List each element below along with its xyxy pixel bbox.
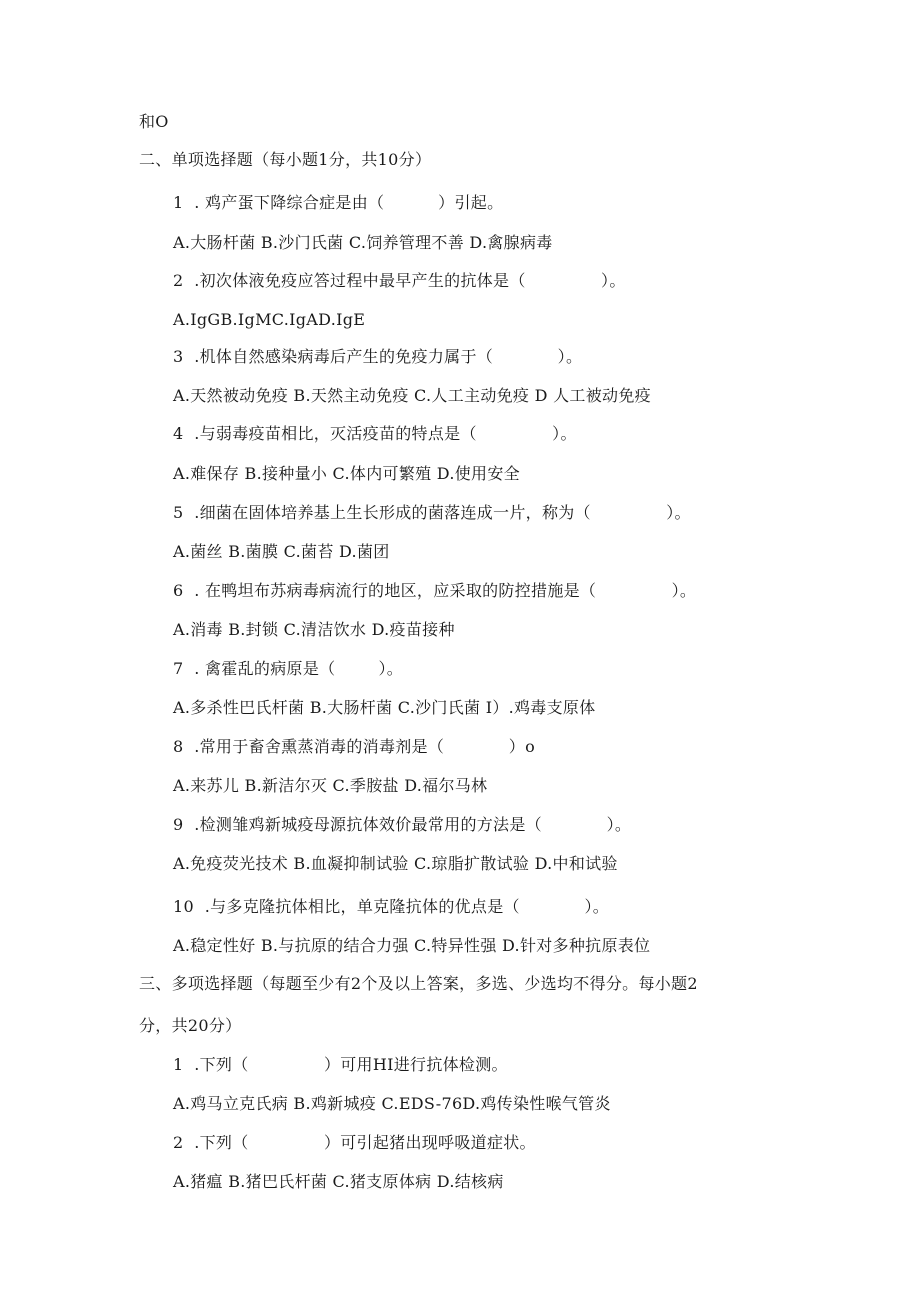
question-9: 9 .检测雏鸡新城疫母源抗体效价最常用的方法是（ ）。 — [173, 815, 632, 834]
question-2: 2 .初次体液免疫应答过程中最早产生的抗体是（ ）。 — [173, 271, 626, 290]
question-10-options: A.稳定性好 B.与抗原的结合力强 C.特异性强 D.针对多种抗原表位 — [173, 936, 651, 955]
question-2-options: A.IgGB.IgMC.IgAD.IgE — [173, 310, 366, 329]
multi-question-1: 1 .下列（ ）可用HI进行抗体检测。 — [173, 1055, 508, 1074]
question-6-options: A.消毒 B.封锁 C.清洁饮水 D.疫苗接种 — [173, 620, 455, 639]
question-4-options: A.难保存 B.接种量小 C.体内可繁殖 D.使用安全 — [173, 464, 520, 483]
question-8-options: A.来苏儿 B.新洁尔灭 C.季胺盐 D.福尔马林 — [173, 776, 488, 795]
question-1-options: A.大肠杆菌 B.沙门氏菌 C.饲养管理不善 D.禽腺病毒 — [173, 233, 553, 252]
multi-question-2: 2 .下列（ ）可引起猪出现呼吸道症状。 — [173, 1133, 536, 1152]
section-heading-multiple-choice-cont: 分，共20分） — [139, 1016, 242, 1035]
question-7-options: A.多杀性巴氏杆菌 B.大肠杆菌 C.沙门氏菌 I）.鸡毒支原体 — [173, 698, 596, 717]
question-5: 5 .细菌在固体培养基上生长形成的菌落连成一片，称为（ ）。 — [173, 503, 691, 522]
multi-question-2-options: A.猪瘟 B.猪巴氏杆菌 C.猪支原体病 D.结核病 — [173, 1172, 504, 1191]
multi-question-1-options: A.鸡马立克氏病 B.鸡新城疫 C.EDS-76D.鸡传染性喉气管炎 — [173, 1094, 611, 1113]
question-6: 6 . 在鸭坦布苏病毒病流行的地区，应采取的防控措施是（ ）。 — [173, 581, 697, 600]
section-heading-multiple-choice: 三、多项选择题（每题至少有2个及以上答案，多选、少选均不得分。每小题2 — [139, 974, 698, 993]
question-7: 7 . 禽霍乱的病原是（ ）。 — [173, 659, 404, 678]
text-line: 和O — [139, 112, 169, 131]
section-heading-single-choice: 二、单项选择题（每小题1分，共10分） — [139, 150, 432, 169]
question-1: 1 . 鸡产蛋下降综合症是由（ ）引起。 — [173, 193, 504, 212]
question-5-options: A.菌丝 B.菌膜 C.菌苔 D.菌团 — [173, 542, 390, 561]
question-3-options: A.天然被动免疫 B.天然主动免疫 C.人工主动免疫 D 人工被动免疫 — [173, 386, 651, 405]
question-9-options: A.免疫荧光技术 B.血凝抑制试验 C.琼脂扩散试验 D.中和试验 — [173, 854, 618, 873]
question-8: 8 .常用于畜舍熏蒸消毒的消毒剂是（ ）o — [173, 737, 536, 756]
question-4: 4 .与弱毒疫苗相比，灭活疫苗的特点是（ ）。 — [173, 424, 577, 443]
question-10: 10 .与多克隆抗体相比，单克隆抗体的优点是（ ）。 — [173, 897, 610, 916]
question-3: 3 .机体自然感染病毒后产生的免疫力属于（ ）。 — [173, 347, 583, 366]
